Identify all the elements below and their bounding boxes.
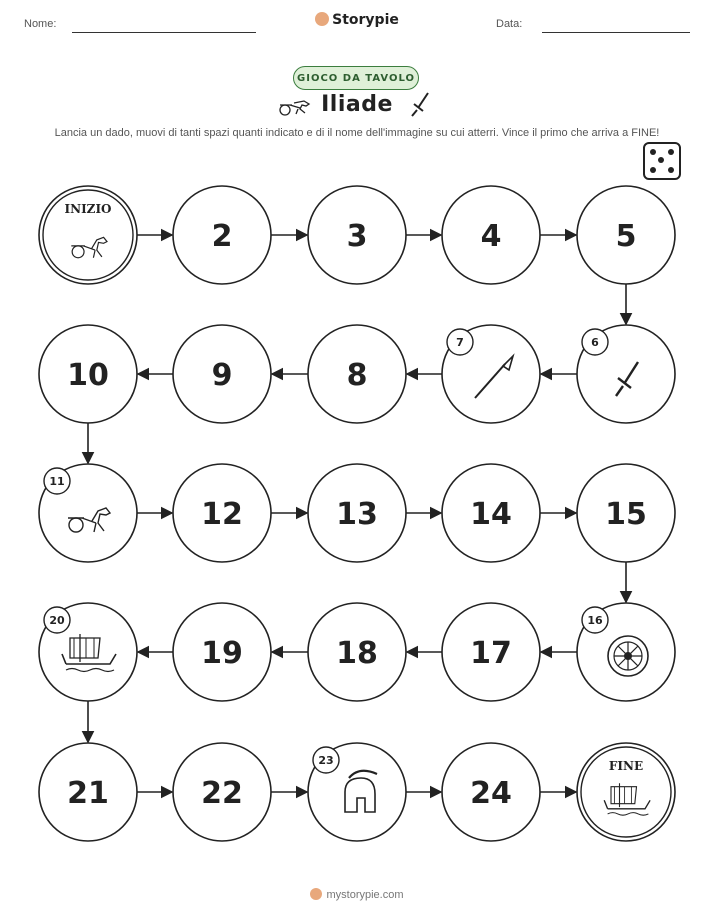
space-number: 18 xyxy=(336,636,378,671)
space-inizio xyxy=(39,186,137,284)
space-number: 20 xyxy=(49,614,65,627)
space-number: 7 xyxy=(456,336,464,349)
space-number: 13 xyxy=(336,497,378,532)
space-fine xyxy=(577,743,675,841)
space-number: 11 xyxy=(49,475,65,488)
space-22 xyxy=(173,743,271,841)
space-24 xyxy=(442,743,540,841)
space-number: 15 xyxy=(605,497,647,532)
space-12 xyxy=(173,464,271,562)
shield-icon xyxy=(608,636,648,676)
space-4 xyxy=(442,186,540,284)
space-23 xyxy=(308,743,406,841)
footer xyxy=(0,888,714,901)
space-number: 24 xyxy=(470,776,512,811)
space-number: 12 xyxy=(201,497,243,532)
name-label: Nome: xyxy=(24,18,57,30)
space-14 xyxy=(442,464,540,562)
space-number: 16 xyxy=(587,614,603,627)
space-7 xyxy=(442,325,540,423)
space-number: 6 xyxy=(591,336,599,349)
space-21 xyxy=(39,743,137,841)
space-19 xyxy=(173,603,271,701)
space-2 xyxy=(173,186,271,284)
game-type-badge: GIOCO DA TAVOLO xyxy=(293,66,419,90)
space-10 xyxy=(39,325,137,423)
space-number: 23 xyxy=(318,754,334,767)
space-8 xyxy=(308,325,406,423)
space-number: 21 xyxy=(67,776,109,811)
space-6 xyxy=(577,325,675,423)
space-number: 3 xyxy=(346,219,368,254)
space-16 xyxy=(577,603,675,701)
space-5 xyxy=(577,186,675,284)
space-15 xyxy=(577,464,675,562)
storypie-logo-icon xyxy=(310,888,322,900)
space-13 xyxy=(308,464,406,562)
date-label: Data: xyxy=(496,18,523,30)
space-number: 9 xyxy=(211,358,233,393)
space-17 xyxy=(442,603,540,701)
space-number: 19 xyxy=(201,636,243,671)
space-20 xyxy=(39,603,137,701)
space-number: 4 xyxy=(480,219,502,254)
space-number: 5 xyxy=(615,219,637,254)
instructions: Lancia un dado, muovi di tanti spazi quanti indicato e di il nome dell'immagine su cui atterri. Vince il primo che arriva a FINE! xyxy=(54,127,660,139)
space-9 xyxy=(173,325,271,423)
footer-url: mystorypie.com xyxy=(326,889,404,901)
space-number: 22 xyxy=(201,776,243,811)
space-number: 14 xyxy=(470,497,512,532)
space-label: INIZIO xyxy=(64,202,112,216)
space-number: 2 xyxy=(211,219,233,254)
brand-name: Storypie xyxy=(332,12,399,28)
page-title: Iliade xyxy=(321,92,393,117)
space-3 xyxy=(308,186,406,284)
space-label: FINE xyxy=(608,759,644,773)
space-number: 10 xyxy=(67,358,109,393)
space-18 xyxy=(308,603,406,701)
space-number: 8 xyxy=(346,358,368,393)
space-11 xyxy=(39,464,137,562)
space-number: 17 xyxy=(470,636,512,671)
